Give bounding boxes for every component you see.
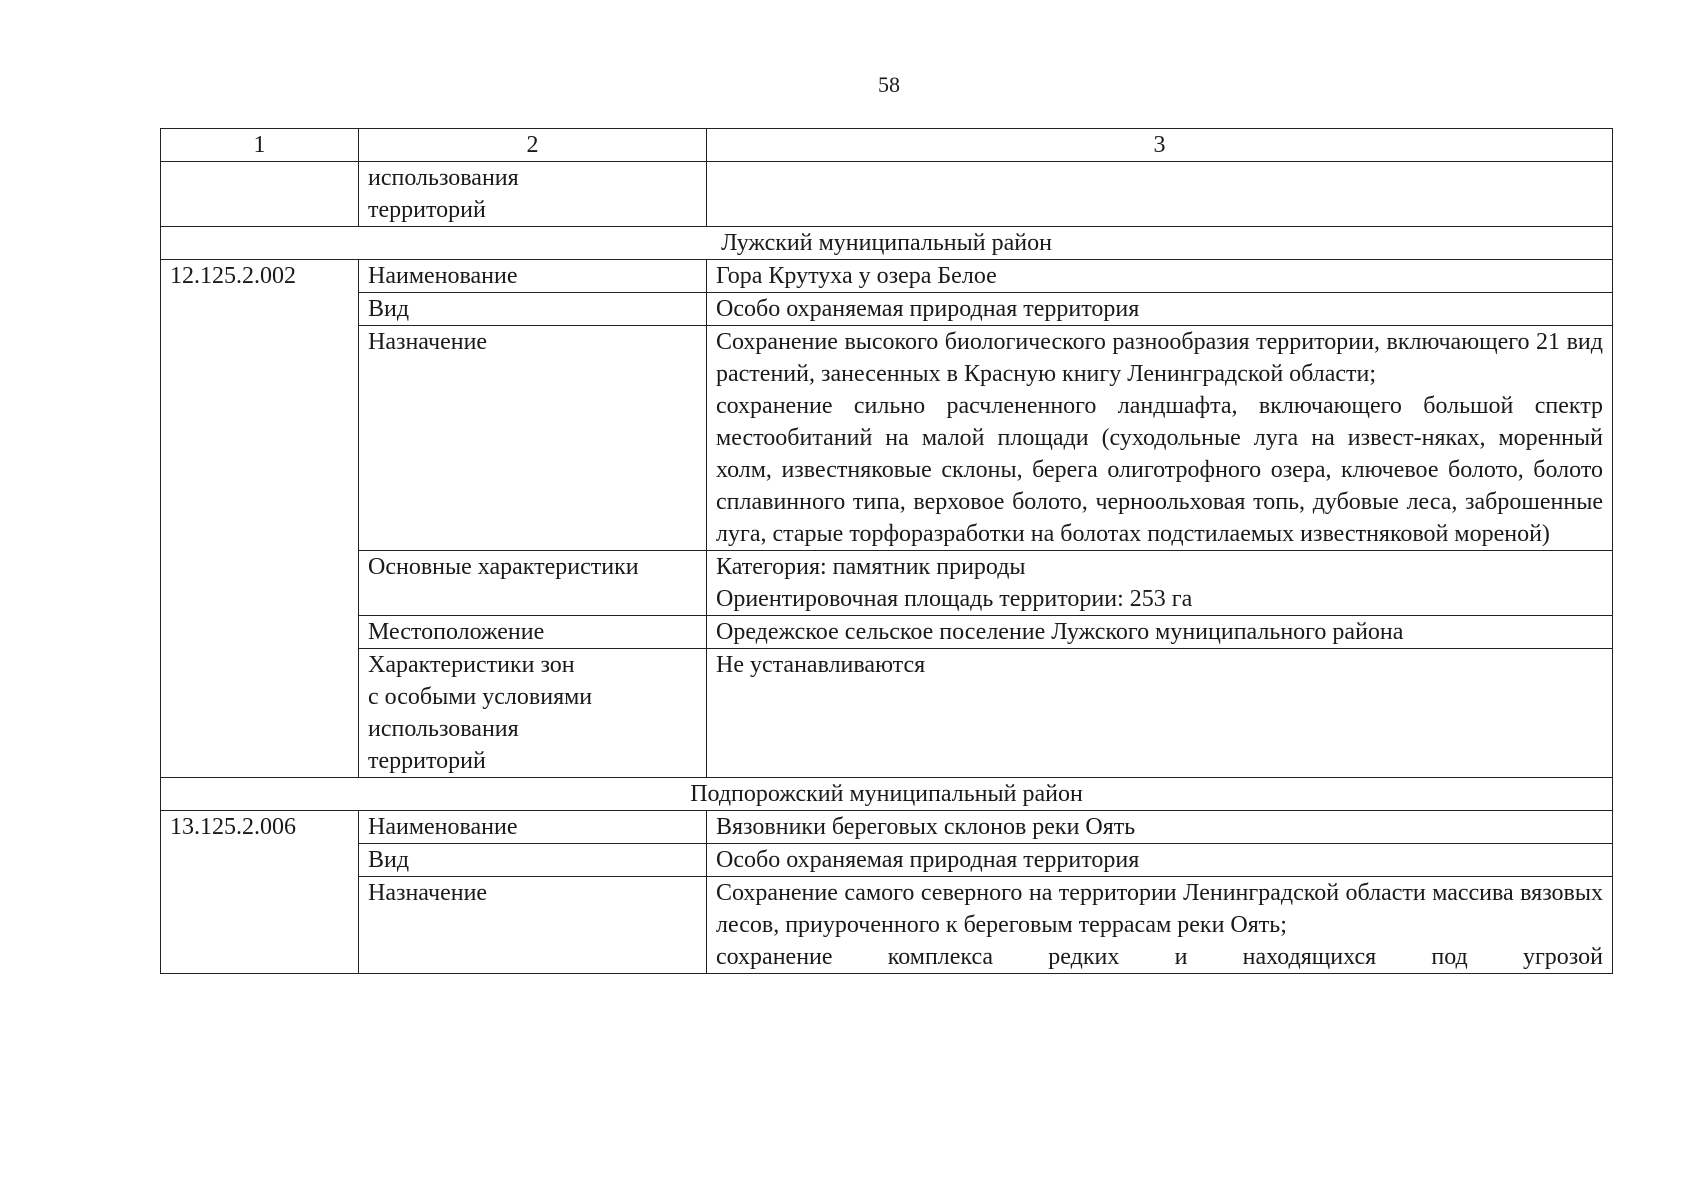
- district-row: [161, 778, 1613, 811]
- row-label: Назначение: [359, 877, 707, 974]
- row-label: Назначение: [359, 326, 707, 551]
- purpose-paragraph: Сохранение самого северного на территории Ленинградской области массива вязовых лесов, приуроченного к береговым террасам реки Оять;: [716, 880, 1603, 938]
- label-line: с особыми условиями: [368, 684, 593, 710]
- row-label: Вид: [359, 293, 707, 326]
- page-number: 58: [878, 72, 900, 97]
- object-code: 12.125.2.002: [161, 260, 359, 778]
- district-title: Лужский муниципальный район: [161, 227, 1613, 260]
- row-value: Особо охраняемая природная территория: [707, 844, 1613, 877]
- label-line: использования: [368, 716, 519, 742]
- row-value: Гора Крутуха у озера Белое: [707, 260, 1613, 293]
- continuation-label-line: использования: [368, 165, 519, 191]
- value-line: Ориентировочная площадь территории: 253 га: [716, 586, 1193, 612]
- purpose-paragraph: сохранение комплекса редких и находящихся под угрозой: [716, 944, 1603, 970]
- header-col-2: 2: [359, 129, 707, 162]
- table-row: [161, 551, 1613, 616]
- row-value: [707, 551, 1613, 616]
- table-row: [161, 844, 1613, 877]
- row-label: [359, 649, 707, 778]
- district-title: Подпорожский муниципальный район: [161, 778, 1613, 811]
- row-label: Вид: [359, 844, 707, 877]
- document-table: [160, 128, 1613, 974]
- continuation-col-2: [359, 162, 707, 227]
- object-code: 13.125.2.006: [161, 811, 359, 974]
- header-row: [161, 129, 1613, 162]
- row-label: Местоположение: [359, 616, 707, 649]
- header-col-1: 1: [161, 129, 359, 162]
- label-line: территорий: [368, 748, 486, 774]
- continuation-col-3: [707, 162, 1613, 227]
- row-label: Наименование: [359, 811, 707, 844]
- row-label: Наименование: [359, 260, 707, 293]
- table-row: [161, 616, 1613, 649]
- continuation-label-line: территорий: [368, 197, 486, 223]
- table-row: [161, 293, 1613, 326]
- purpose-paragraph: Сохранение высокого биологического разнообразия территории, включающего 21 вид растений, занесенных в Красную книгу Ленинградской области;: [716, 329, 1603, 387]
- row-value: [707, 877, 1613, 974]
- row-value: [707, 326, 1613, 551]
- row-label: Основные характеристики: [359, 551, 707, 616]
- row-value: Оредежское сельское поселение Лужского муниципального района: [707, 616, 1613, 649]
- continuation-col-1: [161, 162, 359, 227]
- table-row: [161, 260, 1613, 293]
- purpose-paragraph: сохранение сильно расчлененного ландшафта, включающего большой спектр местообитаний на малой площади (суходольные луга на извест-няках, моренный холм, известняковые склоны, берега олиготрофного озера, ключевое болото, болото сплавинного типа, верховое болото, черноольховая топь, дубовые леса, заброшенные луга, старые торфоразработки на болотах подстилаемых известняковой мореной): [716, 393, 1603, 547]
- table-row: [161, 877, 1613, 974]
- value-line: Категория: памятник природы: [716, 554, 1026, 580]
- row-value: Особо охраняемая природная территория: [707, 293, 1613, 326]
- row-value: Вязовники береговых склонов реки Оять: [707, 811, 1613, 844]
- table-row: [161, 811, 1613, 844]
- table-row: [161, 326, 1613, 551]
- district-row: [161, 227, 1613, 260]
- row-value: Не устанавливаются: [707, 649, 1613, 778]
- continuation-row: [161, 162, 1613, 227]
- table-row: [161, 649, 1613, 778]
- header-col-3: 3: [707, 129, 1613, 162]
- label-line: Характеристики зон: [368, 652, 575, 678]
